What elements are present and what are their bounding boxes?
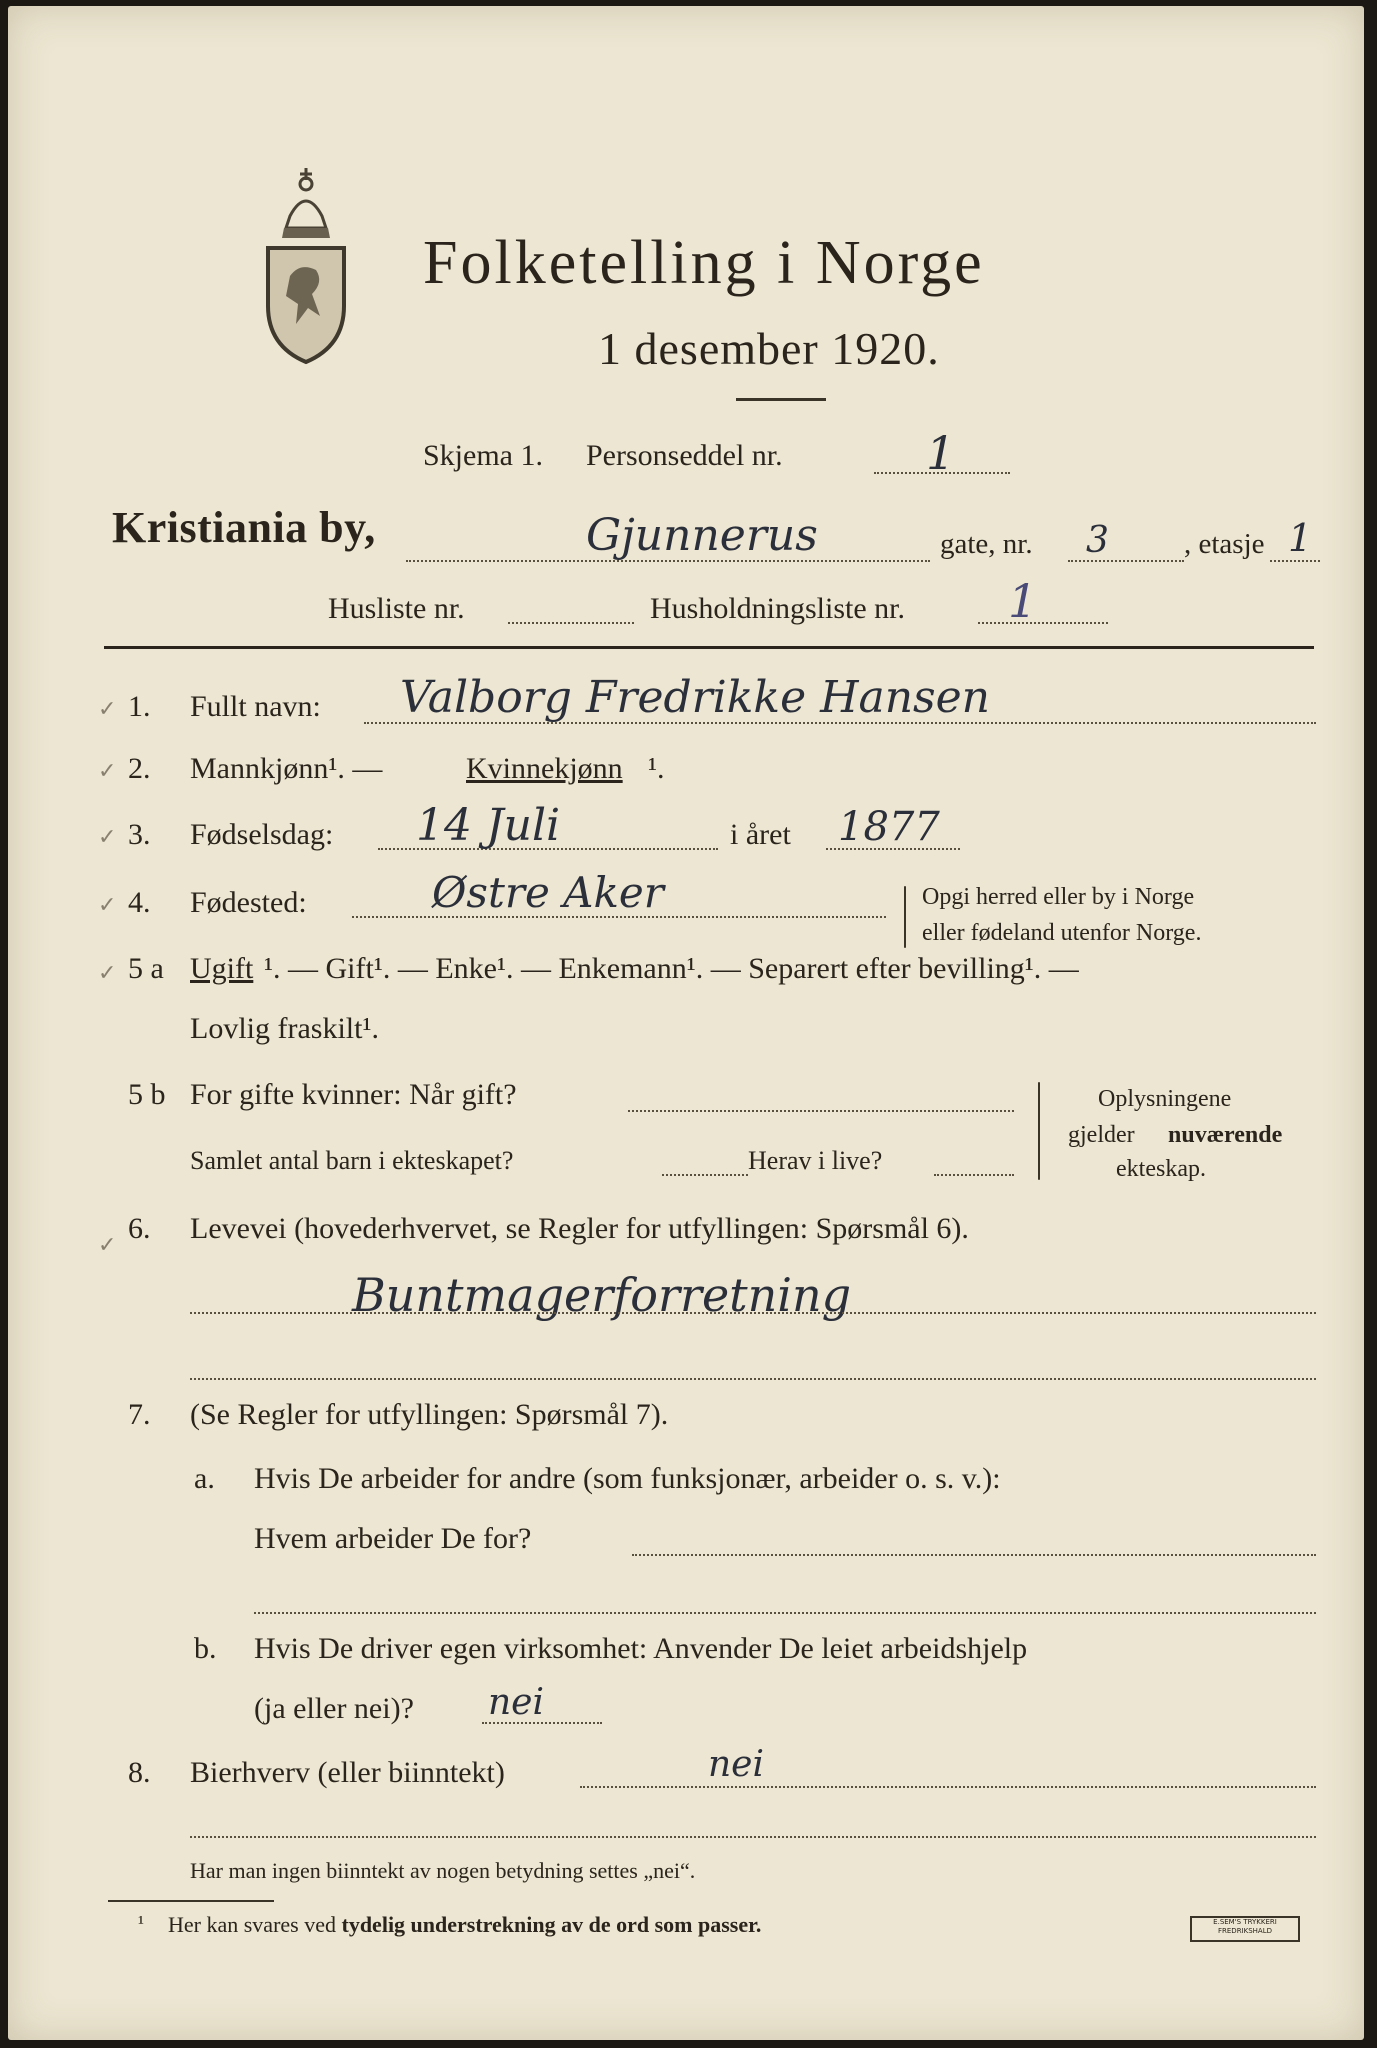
q7a-label-2: Hvem arbeider De for? [254, 1522, 532, 1555]
q5b-barn-label: Samlet antal barn i ekteskapet? [190, 1146, 514, 1175]
q5b-number: 5 b [128, 1078, 166, 1111]
footnote-text-b: tydelig understrekning av de ord som passer. [341, 1912, 762, 1937]
census-form [8, 6, 1364, 2040]
q4-note-1: Opgi herred eller by i Norge [922, 884, 1195, 910]
etasje-value[interactable]: 1 [1288, 516, 1313, 560]
q5b-bracket [1038, 1082, 1040, 1180]
q7b-letter: b. [194, 1632, 217, 1665]
q6-number: 6. [128, 1212, 151, 1245]
q4-value[interactable]: Østre Aker [432, 868, 664, 917]
q7-number: 7. [128, 1398, 151, 1431]
header-divider [104, 646, 1314, 649]
q4-note-2: eller fødeland utenfor Norge. [922, 920, 1202, 946]
q8-value[interactable]: nei [708, 1744, 765, 1785]
husholdning-line [978, 622, 1108, 624]
check-mark-q1: ✓ [98, 696, 117, 721]
q8-number: 8. [128, 1756, 151, 1789]
city-label: Kristiania by, [112, 503, 376, 552]
q8-line-2 [190, 1836, 1316, 1838]
etasje-line [1270, 560, 1320, 562]
q7b-label: Hvis De driver egen virksomhet: Anvender De leiet arbeidshjelp [254, 1632, 1028, 1665]
coat-of-arms-icon [260, 166, 352, 366]
q5b-live-line [934, 1174, 1014, 1176]
street-value[interactable]: Gjunnerus [586, 510, 818, 561]
q7a-line-2 [254, 1612, 1316, 1614]
q5b-note-2a: gjelder [1068, 1122, 1135, 1148]
etasje-label: , etasje [1184, 528, 1265, 560]
husliste-line [508, 622, 634, 624]
q5b-note-1: Oplysningene [1098, 1086, 1232, 1112]
q5b-note-3: ekteskap. [1116, 1156, 1206, 1182]
q1-label: Fullt navn: [190, 690, 321, 723]
q4-number: 4. [128, 886, 151, 919]
q5a-number: 5 a [128, 952, 164, 985]
check-mark-q3: ✓ [98, 824, 117, 849]
q8-line-1 [580, 1786, 1316, 1788]
husholdning-label: Husholdningsliste nr. [650, 592, 906, 625]
footnote-divider [108, 1900, 274, 1902]
gate-label: gate, nr. [940, 528, 1033, 560]
q2-footnote-ref: ¹. [648, 752, 665, 785]
check-mark-q6: ✓ [98, 1232, 117, 1257]
q5a-options: ¹. — Gift¹. — Enke¹. — Enkemann¹. — Separert efter bevilling¹. — [264, 952, 1079, 985]
q1-number: 1. [128, 690, 151, 723]
q3-year-value[interactable]: 1877 [838, 804, 940, 850]
printer-stamp [1190, 1916, 1300, 1942]
q4-label: Fødested: [190, 886, 307, 919]
q7-label: (Se Regler for utfyllingen: Spørsmål 7). [190, 1398, 669, 1431]
q5b-live-label: Herav i live? [748, 1146, 883, 1175]
q6-value[interactable]: Buntmagerforretning [352, 1268, 852, 1322]
census-date: 1 desember 1920. [598, 323, 940, 374]
nr-value[interactable]: 3 [1086, 520, 1109, 561]
check-mark-q4: ✓ [98, 892, 117, 917]
q1-value[interactable]: Valborg Fredrikke Hansen [400, 672, 991, 723]
q8-label: Bierhverv (eller biinntekt) [190, 1756, 505, 1789]
footer-note: Har man ingen biinntekt av nogen betydning settes „nei“. [190, 1858, 696, 1883]
form-title: Folketelling i Norge [423, 229, 985, 297]
husholdning-value[interactable]: 1 [1008, 574, 1038, 628]
husliste-label: Husliste nr. [328, 592, 465, 625]
q7a-line-1 [632, 1554, 1316, 1556]
footnote-text-a: Her kan svares ved [168, 1912, 342, 1937]
q5b-barn-line [662, 1174, 748, 1176]
printer-stamp-text: E.SEM'S TRYKKERI FREDRIKSHALD [1213, 1918, 1277, 1935]
footnote-mark: ¹ [138, 1912, 144, 1934]
q7b-label-2: (ja eller nei)? [254, 1692, 414, 1725]
q3-value[interactable]: 14 Juli [416, 800, 561, 851]
skjema-label: Skjema 1. [423, 439, 543, 472]
q3-number: 3. [128, 818, 151, 851]
q5a-ugift[interactable]: Ugift [190, 952, 254, 985]
q3-year-label: i året [730, 818, 791, 851]
q5b-gift-line [628, 1110, 1014, 1112]
q5a-option-fraskilt: Lovlig fraskilt¹. [190, 1012, 379, 1045]
q2-label-female[interactable]: Kvinnekjønn [466, 752, 623, 785]
q4-bracket [904, 886, 906, 948]
q6-line-1 [190, 1312, 1316, 1314]
personseddel-value[interactable]: 1 [926, 426, 956, 480]
q7a-label: Hvis De arbeider for andre (som funksjonær, arbeider o. s. v.): [254, 1462, 1001, 1495]
q2-number: 2. [128, 752, 151, 785]
check-mark-q5a: ✓ [98, 960, 117, 985]
q3-label: Fødselsdag: [190, 818, 334, 851]
title-divider [736, 398, 826, 401]
personseddel-label: Personseddel nr. [586, 439, 783, 472]
q7a-letter: a. [194, 1462, 215, 1495]
q5b-label: For gifte kvinner: Når gift? [190, 1078, 517, 1111]
q6-line-2 [190, 1378, 1316, 1380]
footnote-text [168, 1912, 761, 1938]
check-mark-q2: ✓ [98, 758, 117, 783]
q2-label-male: Mannkjønn¹. — [190, 752, 383, 785]
q7b-value[interactable]: nei [488, 1682, 545, 1723]
q5b-note-2b: nuværende [1168, 1122, 1283, 1148]
q6-label: Levevei (hovederhvervet, se Regler for utfyllingen: Spørsmål 6). [190, 1212, 969, 1245]
